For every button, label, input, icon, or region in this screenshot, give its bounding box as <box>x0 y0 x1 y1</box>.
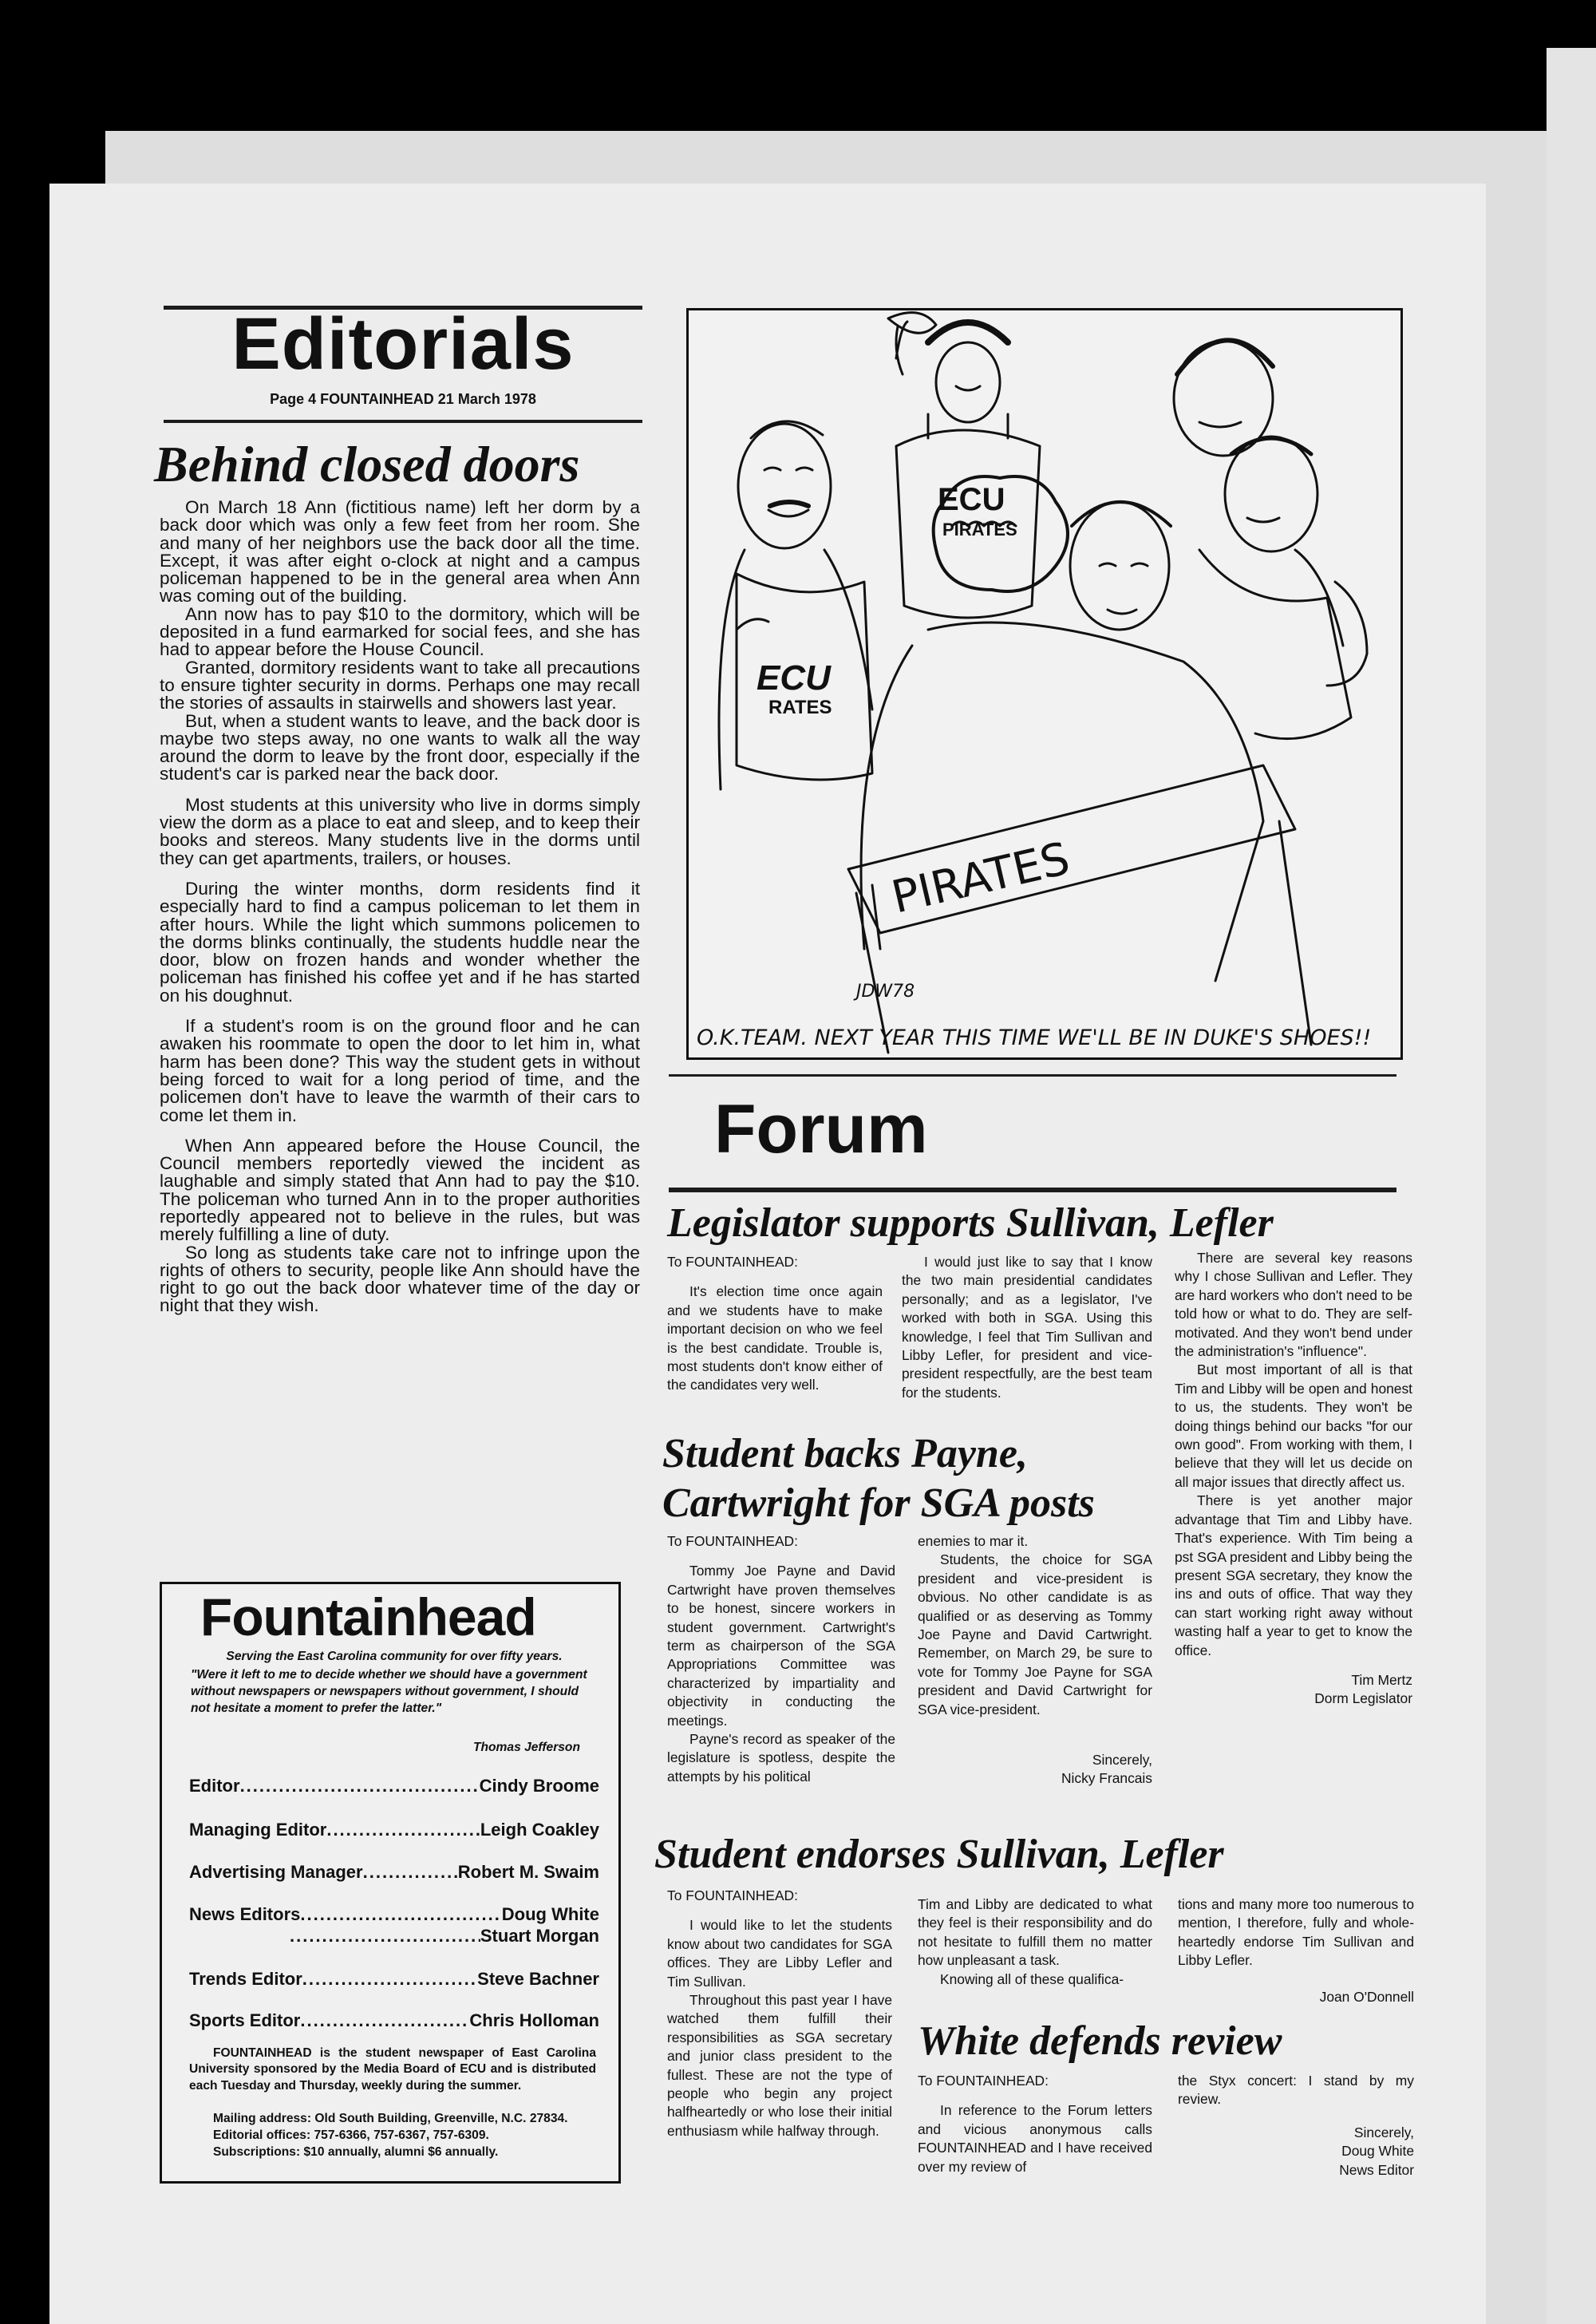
salutation: To FOUNTAINHEAD: <box>667 1887 798 1903</box>
editorial-cartoon <box>686 308 1403 1060</box>
letter-headline: Cartwright for SGA posts <box>662 1480 1095 1526</box>
letter-headline: Legislator supports Sullivan, Lefler <box>667 1200 1274 1246</box>
artist-signature: JDW78 <box>856 982 915 1002</box>
paragraph: But most important of all is that Tim and Libby will be open and honest to us, the students. They won't be doing things behind our backs "for our own good". From working with them, I believe that they will let us decide on all major issues that directly affect us. <box>1175 1362 1412 1490</box>
paragraph: It's election time once again and we students have to make important decision on who we feel is the best candidate. Trouble is, most students don't know either of the candidates very well. <box>667 1283 883 1393</box>
closing: Sincerely, <box>1353 2124 1414 2140</box>
rule <box>164 420 642 423</box>
paragraph: tions and many more too numerous to mention, I therefore, fully and whole-heartedly endorse Tim Sullivan and Libby Lefler. <box>1178 1896 1414 1969</box>
paragraph: Tim and Libby are dedicated to what they feel is their responsibility and do not hesitate to fulfill them no matter how unpleasant a task. <box>918 1896 1152 1969</box>
office-phones: Editorial offices: 757-6366, 757-6367, 757-6309. <box>213 2128 489 2142</box>
jersey-text: ECU <box>938 482 1005 517</box>
paragraph: So long as students take care not to infringe upon the rights of others to security, people like Ann should have the right to go out the back door whatever time of the day or night that they wish. <box>160 1242 640 1316</box>
letter-column <box>1178 2072 1414 2180</box>
jersey-text: PIRATES <box>942 520 1017 540</box>
paragraph: On March 18 Ann (fictitious name) left her dorm by a back door which was only a few feet from her room. She and many of her neighbors use the back door all the time. Except, it was after eight o-clock at night and a campus policeman happened to be in the general area when Ann was coming out of the building. <box>160 497 640 607</box>
staff-row <box>290 1926 599 1947</box>
letter-column <box>667 1887 892 2140</box>
jersey-text: RATES <box>768 697 832 718</box>
editorial-headline: Behind closed doors <box>154 436 580 492</box>
signature-name: Doug White <box>1341 2143 1414 2160</box>
paragraph: During the winter months, dorm residents find it especially hard to find a campus policeman to let them in after hours. While the light which summons policemen to the dorms blinks continually, the students huddle near the door, blow on frozen hands and wonder whether the policeman has finished his coffee yet and if he has started on his doughnut. <box>160 878 640 1006</box>
paragraph: Ann now has to pay $10 to the dormitory, which will be deposited in a fund earmarked for social fees, and she has had to appear before the House Council. <box>160 603 640 660</box>
editorial-body <box>160 499 640 1315</box>
paragraph: I would just like to say that I know the two main presidential candidates personally; and as a legislator, I've worked with both in SGA. Using this knowledge, I feel that Tim Sullivan and Libby Lefler, for president and vice-president respectfully, are the best team for the students. <box>902 1254 1152 1401</box>
tagline: Serving the East Carolina community for over fifty years. <box>226 1650 563 1663</box>
forum-title: Forum <box>714 1091 928 1168</box>
quote-author: Thomas Jefferson <box>472 1741 580 1754</box>
paragraph: If a student's room is on the ground floor and he can awaken his roommate to open the door to let him in, what harm has been done? This way the student gets in without being forced to wait for a long period of time, and the policemen don't have to leave the warmth of their cars to come let them in. <box>160 1016 640 1125</box>
letter-headline: White defends review <box>918 2018 1282 2064</box>
paragraph: There are several key reasons why I chose Sullivan and Lefler. They are hard workers who don't need to be told how or what to do. They are self-motivated. And they won't bend under the administration's "influence". <box>1175 1250 1412 1360</box>
section-title: Editorials <box>231 303 575 385</box>
paragraph: But, when a student wants to leave, and the back door is maybe two steps away, no one wants to walk all the way around the dorm to leave by the front door, especially if the student's car is parked near the back door. <box>160 710 640 785</box>
staff-role: Editor <box>189 1776 240 1796</box>
newspaper-name: Fountainhead <box>200 1587 536 1646</box>
staff-role: News Editors <box>189 1904 301 1924</box>
rule <box>669 1188 1396 1192</box>
paragraph: I would like to let the students know about two candidates for SGA offices. They are Libby Lefler and Tim Sullivan. <box>667 1917 892 1990</box>
letter-column <box>1178 1895 1414 2006</box>
jersey-text: ECU <box>757 658 831 698</box>
letter-column <box>667 1532 895 1786</box>
paragraph: Throughout this past year I have watched them fulfill their responsibilities as SGA secretary and junior class president to the fullest. These are not the type of people who begin any project halfheartedly or who lose their initial enthusiasm while halfway through. <box>667 1992 892 2139</box>
signature-name: Nicky Francais <box>1061 1770 1152 1787</box>
letter-column <box>918 1895 1152 1989</box>
paragraph: Knowing all of these qualifica- <box>940 1970 1124 1987</box>
staff-name: Doug White <box>501 1904 599 1924</box>
letter-column <box>902 1253 1152 1402</box>
dateline: Page 4 FOUNTAINHEAD 21 March 1978 <box>270 391 536 407</box>
letter-column <box>918 1532 1152 1788</box>
staff-row <box>189 1862 599 1883</box>
adjacent-page-edge <box>1547 48 1596 2324</box>
staff-row <box>189 1820 599 1840</box>
chair-text: PIRATES <box>887 832 1075 924</box>
staff-name: Cindy Broome <box>479 1776 599 1796</box>
staff-name: Robert M. Swaim <box>457 1862 599 1882</box>
letter-headline: Student endorses Sullivan, Lefler <box>654 1832 1224 1877</box>
signature-title: Dorm Legislator <box>1314 1690 1412 1707</box>
paragraph: Granted, dormitory residents want to take all precautions to ensure tighter security in dorms. Perhaps one may recall the stories of assaults in stairwells and showers last year. <box>160 657 640 713</box>
staff-row <box>189 2010 599 2031</box>
staff-row <box>189 1904 599 1925</box>
about-text: FOUNTAINHEAD is the student newspaper of East Carolina University sponsored by the Media Board of ECU and is distributed each Tuesday and Thursday, weekly during the summer. <box>189 2046 596 2093</box>
salutation: To FOUNTAINHEAD: <box>918 2073 1049 2089</box>
rule <box>669 1074 1396 1077</box>
closing: Sincerely, <box>1092 1752 1152 1769</box>
staff-name: Chris Holloman <box>469 2010 599 2030</box>
paragraph: There is yet another major advantage that Tim and Libby have. That's experience. With Tim being a pst SGA president and Libby being the present SGA secretary, they know the ins and outs of office. That way they can start working right away without wasting half a year to get to know the office. <box>1175 1492 1412 1658</box>
paragraph: enemies to mar it. <box>918 1533 1029 1549</box>
cartoon-caption: O.K.TEAM. NEXT YEAR THIS TIME WE'LL BE IN DUKE'S SHOES!! <box>697 1026 1372 1050</box>
signature-title: News Editor <box>1339 2161 1414 2178</box>
paragraph: the Styx concert: I stand by my review. <box>1178 2073 1414 2108</box>
paragraph: When Ann appeared before the House Council, the Council members reportedly viewed the incident as laughable and simply stated that Ann had to pay the $10. The policeman who turned Ann in to the proper authorities reportedly appeared not to believe in the rules, but was merely fulfilling a line of duty. <box>160 1135 640 1245</box>
cartoon-drawing <box>689 310 1400 1057</box>
letter-column <box>918 2072 1152 2176</box>
paragraph: Payne's record as speaker of the legislature is spotless, despite the attempts by his political <box>667 1731 895 1785</box>
masthead-box <box>160 1582 621 2184</box>
signature-name: Tim Mertz <box>1351 1671 1412 1688</box>
mailing-address: Mailing address: Old South Building, Greenville, N.C. 27834. <box>213 2112 568 2125</box>
subscriptions: Subscriptions: $10 annually, alumni $6 annually. <box>213 2145 499 2159</box>
staff-name: Steve Bachner <box>477 1969 599 1989</box>
salutation: To FOUNTAINHEAD: <box>667 1533 798 1549</box>
staff-row <box>189 1969 599 1990</box>
letter-column <box>1175 1249 1412 1709</box>
staff-role: Trends Editor <box>189 1969 302 1989</box>
staff-role: Advertising Manager <box>189 1862 363 1882</box>
paragraph: Students, the choice for SGA president and vice-president is obvious. No other candidate is as qualified or as deserving as Tommy Joe Payne and David Cartwright. Remember, on March 29, be sure to vote for Tommy Joe Payne for SGA president and David Cartwright for SGA vice-president. <box>918 1551 1152 1717</box>
staff-role: Managing Editor <box>189 1820 327 1840</box>
letter-headline: Student backs Payne, <box>662 1431 1028 1476</box>
paragraph: Tommy Joe Payne and David Cartwright have proven themselves to be honest, sincere workers in student government. Cartwright's term as chairperson of the SGA Appropriations Committee was characterized by impartiality and objectivity in conducting the meetings. <box>667 1563 895 1729</box>
staff-name: Leigh Coakley <box>480 1820 599 1840</box>
signature-name: Joan O'Donnell <box>1319 1988 1414 2005</box>
staff-role: Sports Editor <box>189 2010 301 2030</box>
paragraph: In reference to the Forum letters and vicious anonymous calls FOUNTAINHEAD and I have received over my review of <box>918 2102 1152 2175</box>
paragraph: Most students at this university who live in dorms simply view the dorm as a place to eat and sleep, and to keep their books and stereos. Many students live in the dorms until they can get apartments, trailers, or houses. <box>160 794 640 868</box>
letter-column <box>667 1253 883 1395</box>
staff-name: Stuart Morgan <box>480 1926 599 1946</box>
salutation: To FOUNTAINHEAD: <box>667 1254 798 1270</box>
staff-row <box>189 1776 599 1796</box>
quote: "Were it left to me to decide whether we should have a government without newspapers or newspapers without government, I should not hesitate a moment to prefer the latter." <box>191 1668 587 1715</box>
